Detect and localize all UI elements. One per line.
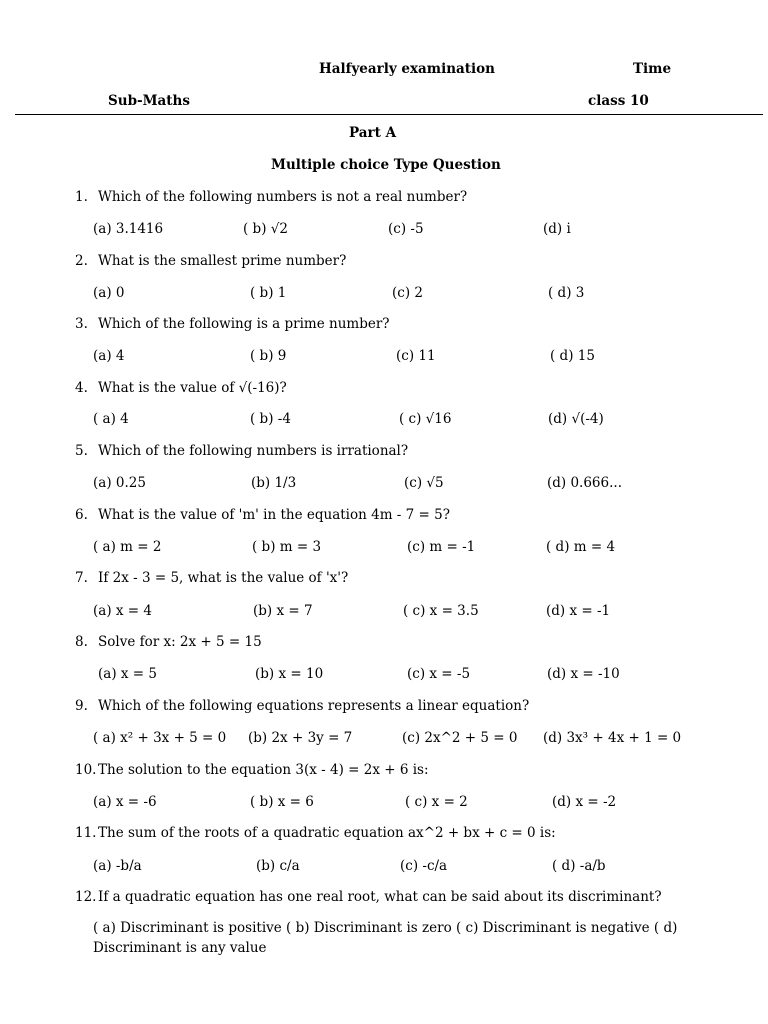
question-number: 12. (75, 889, 97, 905)
question-number: 7. (75, 570, 88, 586)
answer-option-c: (c) 2x^2 + 5 = 0 (402, 730, 518, 746)
answer-option-c: (c) √5 (404, 475, 444, 491)
answer-option-b: ( b) -4 (250, 411, 291, 427)
question-number: 9. (75, 698, 88, 714)
answer-option-b: (b) x = 7 (253, 603, 313, 619)
answer-option-a: (a) 4 (93, 348, 125, 364)
answer-options-line-2: Discriminant is any value (93, 940, 267, 956)
answer-option-a: (a) 0 (93, 285, 125, 301)
part-heading: Part A (349, 125, 397, 141)
answer-option-a: (a) x = 4 (93, 603, 152, 619)
answer-option-c: (c) -5 (388, 221, 424, 237)
answer-option-d: (d) x = -10 (547, 666, 620, 682)
answer-option-c: (c) x = -5 (407, 666, 471, 682)
answer-option-d: (d) i (543, 221, 571, 237)
answer-option-d: (d) 0.666... (547, 475, 622, 491)
answer-option-d: (d) √(-4) (548, 411, 604, 427)
answer-option-c: ( c) x = 2 (405, 794, 468, 810)
question-number: 8. (75, 634, 88, 650)
question-text: What is the smallest prime number? (98, 253, 347, 269)
answer-option-b: ( b) 1 (250, 285, 287, 301)
answer-option-b: ( b) m = 3 (252, 539, 322, 555)
question-text: Which of the following is a prime number? (98, 316, 390, 332)
question-number: 11. (75, 825, 97, 841)
answer-option-a: (a) x = -6 (93, 794, 157, 810)
answer-option-c: (c) 11 (396, 348, 436, 364)
answer-option-d: ( d) -a/b (552, 858, 606, 874)
question-text: Which of the following equations represents a linear equation? (98, 698, 530, 714)
question-number: 4. (75, 380, 88, 396)
answer-option-a: ( a) x² + 3x + 5 = 0 (93, 730, 227, 746)
answer-option-b: (b) 2x + 3y = 7 (248, 730, 353, 746)
question-number: 6. (75, 507, 88, 523)
question-number: 2. (75, 253, 88, 269)
question-number: 10. (75, 762, 97, 778)
question-text: The sum of the roots of a quadratic equation ax^2 + bx + c = 0 is: (98, 825, 556, 841)
answer-option-b: ( b) 9 (250, 348, 287, 364)
answer-option-a: ( a) 4 (93, 411, 129, 427)
section-heading: Multiple choice Type Question (271, 157, 501, 173)
header-divider (15, 114, 763, 115)
subject-label: Sub-Maths (108, 93, 190, 109)
answer-option-c: ( c) x = 3.5 (403, 603, 479, 619)
question-text: Which of the following numbers is irrational? (98, 443, 409, 459)
exam-title: Halfyearly examination (319, 61, 495, 77)
time-label: Time (633, 61, 672, 77)
answer-option-d: (d) x = -1 (546, 603, 611, 619)
question-text: The solution to the equation 3(x - 4) = 2x + 6 is: (98, 762, 429, 778)
answer-option-d: ( d) 15 (550, 348, 595, 364)
question-text: What is the value of 'm' in the equation 4m - 7 = 5? (98, 507, 450, 523)
answer-option-b: ( b) x = 6 (250, 794, 314, 810)
question-number: 1. (75, 189, 88, 205)
question-text: If a quadratic equation has one real root, what can be said about its discriminant? (98, 889, 662, 905)
answer-option-b: (b) c/a (256, 858, 300, 874)
answer-option-b: (b) x = 10 (255, 666, 324, 682)
answer-option-c: (c) -c/a (400, 858, 448, 874)
answer-option-a: (a) 0.25 (93, 475, 146, 491)
answer-option-d: ( d) m = 4 (546, 539, 616, 555)
answer-option-c: ( c) √16 (399, 411, 452, 427)
question-number: 3. (75, 316, 88, 332)
class-label: class 10 (588, 93, 649, 109)
answer-option-b: (b) 1/3 (251, 475, 297, 491)
answer-option-a: (a) x = 5 (98, 666, 157, 682)
answer-option-d: (d) x = -2 (552, 794, 617, 810)
answer-option-b: ( b) √2 (243, 221, 288, 237)
answer-option-c: (c) m = -1 (407, 539, 476, 555)
answer-option-a: (a) 3.1416 (93, 221, 164, 237)
question-text: If 2x - 3 = 5, what is the value of 'x'? (98, 570, 349, 586)
answer-option-a: ( a) m = 2 (93, 539, 162, 555)
answer-option-d: (d) 3x³ + 4x + 1 = 0 (543, 730, 682, 746)
question-text: Solve for x: 2x + 5 = 15 (98, 634, 262, 650)
answer-option-a: (a) -b/a (93, 858, 142, 874)
question-number: 5. (75, 443, 88, 459)
answer-options-line-1: ( a) Discriminant is positive ( b) Discriminant is zero ( c) Discriminant is negative ( d) (93, 920, 678, 936)
question-text: Which of the following numbers is not a real number? (98, 189, 468, 205)
answer-option-c: (c) 2 (392, 285, 423, 301)
question-text: What is the value of √(-16)? (98, 380, 287, 396)
answer-option-d: ( d) 3 (548, 285, 585, 301)
